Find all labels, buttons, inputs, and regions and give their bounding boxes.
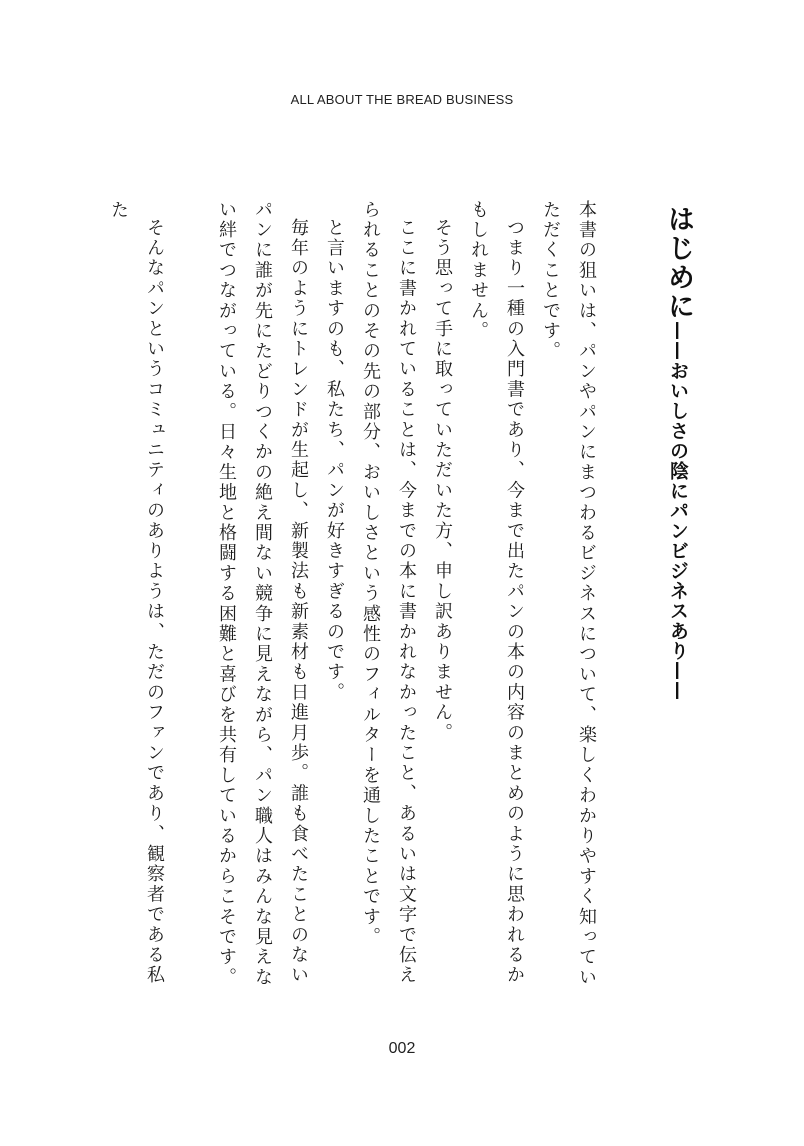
paragraph-3: そう思って手に取っていただいた方、申し訳ありません。 bbox=[432, 218, 453, 744]
paragraph-6: 毎年のようにトレンドが生起し、新製法も新素材も日進月歩。誰も食べたことのないパンに誰が先にたどりつくかの絶え間ない競争に見えながら、パン職人はみんな見えない絆でつながっている。日々生地と格闘する困難と喜びを共有しているからこそです。 bbox=[216, 200, 309, 988]
page-number: 002 bbox=[388, 1040, 416, 1057]
paragraph-5: と言いますのも、私たち、パンが好きすぎるのです。 bbox=[324, 218, 345, 703]
paragraph-1: 本書の狙いは、パンやパンにまつわるビジネスについて、楽しくわかりやすく知っていただくことです。 bbox=[540, 200, 597, 988]
title-main: はじめに bbox=[663, 205, 694, 321]
chapter-title bbox=[659, 205, 698, 701]
running-header: ALL ABOUT THE BREAD BUSINESS bbox=[290, 92, 514, 107]
title-subtitle: ——おいしさの陰にパンビジネスあり—— bbox=[667, 321, 689, 701]
body-text bbox=[100, 200, 604, 990]
paragraph-2: つまり一種の入門書であり、今まで出たパンの本の内容のまとめのように思われるかもしれません。 bbox=[468, 200, 525, 986]
paragraph-4: ここに書かれていることは、今までの本に書かれなかったこと、あるいは文字で伝えられることのその先の部分、おいしさという感性のフィルターを通したことです。 bbox=[360, 200, 417, 986]
paragraph-7: そんなパンというコミュニティのありようは、ただのファンであり、観察者である私た bbox=[108, 200, 165, 986]
